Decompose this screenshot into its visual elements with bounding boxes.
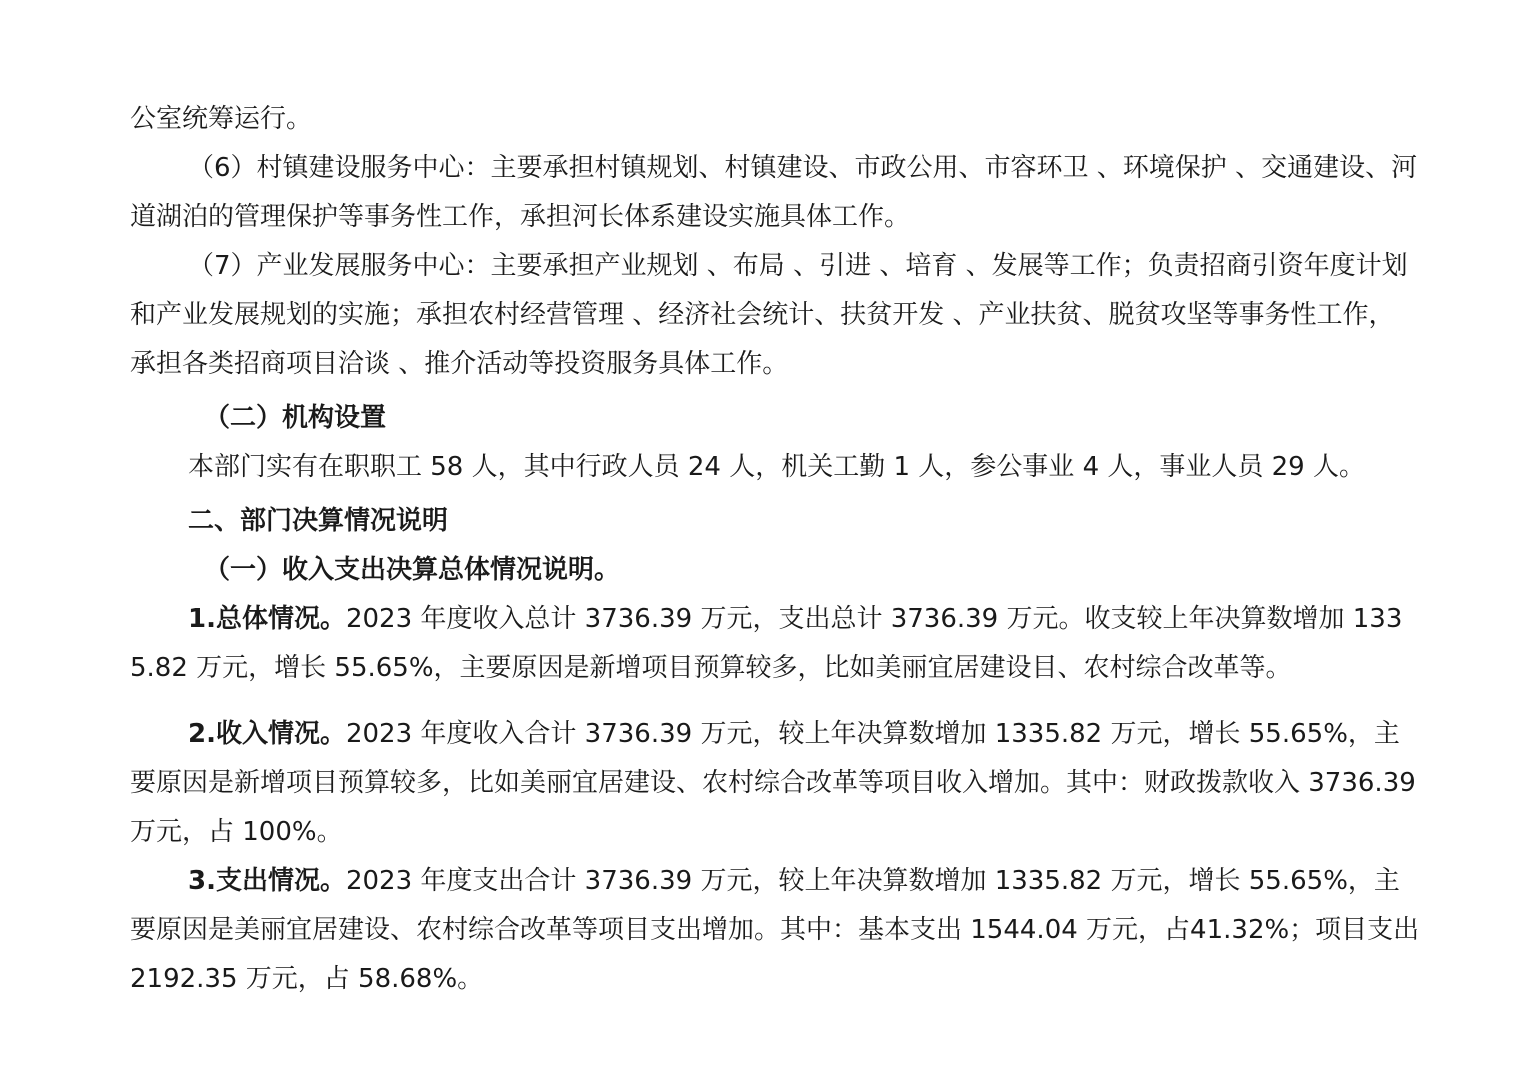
paragraph-industry-center: （7）产业发展服务中心：主要承担产业规划 、布局 、引进 、培育 、发展等工作；负责招商引资年度计划和产业发展规划的实施；承担农村经营管理 、经济社会统计、扶贫开发 、产业扶贫、脱贫攻坚等事务性工作，承担各类招商项目洽谈 、推介活动等投资服务具体工作。 [130, 251, 1408, 379]
overall-label: 1.总体情况。 [188, 604, 346, 634]
heading-income-expense-overview: （一）收入支出决算总体情况说明。 [204, 555, 621, 585]
income-label: 2.收入情况。 [188, 719, 346, 749]
heading-section-two: 二、部门决算情况说明 [188, 506, 449, 536]
paragraph-income [130, 710, 1425, 857]
expense-label: 3.支出情况。 [188, 866, 346, 896]
document-page [130, 95, 1428, 1004]
heading-organization-setup: （二）机构设置 [204, 403, 387, 433]
income-text: 2023 年度收入合计 3736.39 万元，较上年决算数增加 1335.82 万元，增长 55.65%，主要原因是新增项目预算较多，比如美丽宜居建设、农村综合改革等项目收入增加。其中：财政拨款收入 3736.39 万元，占 100%。 [130, 719, 1425, 847]
overall-text: 2023 年度收入总计 3736.39 万元，支出总计 3736.39 万元。收支较上年决算数增加 1335.82 万元，增长 55.65%，主要原因是新增项目预算较多，比如美丽宜居建设目、农村综合改革等。 [130, 604, 1403, 683]
expense-text: 2023 年度支出合计 3736.39 万元，较上年决算数增加 1335.82 万元，增长 55.65%，主要原因是美丽宜居建设、农村综合改革等项目支出增加。其中：基本支出 1544.04 万元，占41.32%；项目支出 2192.35 万元，占 58.68%。 [130, 866, 1428, 994]
paragraph-overall [130, 595, 1420, 693]
paragraph-continuation: 公室统筹运行。 [130, 104, 313, 134]
paragraph-staffing: 本部门实有在职职工 58 人，其中行政人员 24 人，机关工勤 1 人，参公事业 4 人，事业人员 29 人。 [188, 452, 1365, 482]
paragraph-expense [130, 857, 1428, 1004]
paragraph-village-center: （6）村镇建设服务中心：主要承担村镇规划、村镇建设、市政公用、市容环卫 、环境保护 、交通建设、河道湖泊的管理保护等事务性工作，承担河长体系建设实施具体工作。 [130, 153, 1418, 232]
